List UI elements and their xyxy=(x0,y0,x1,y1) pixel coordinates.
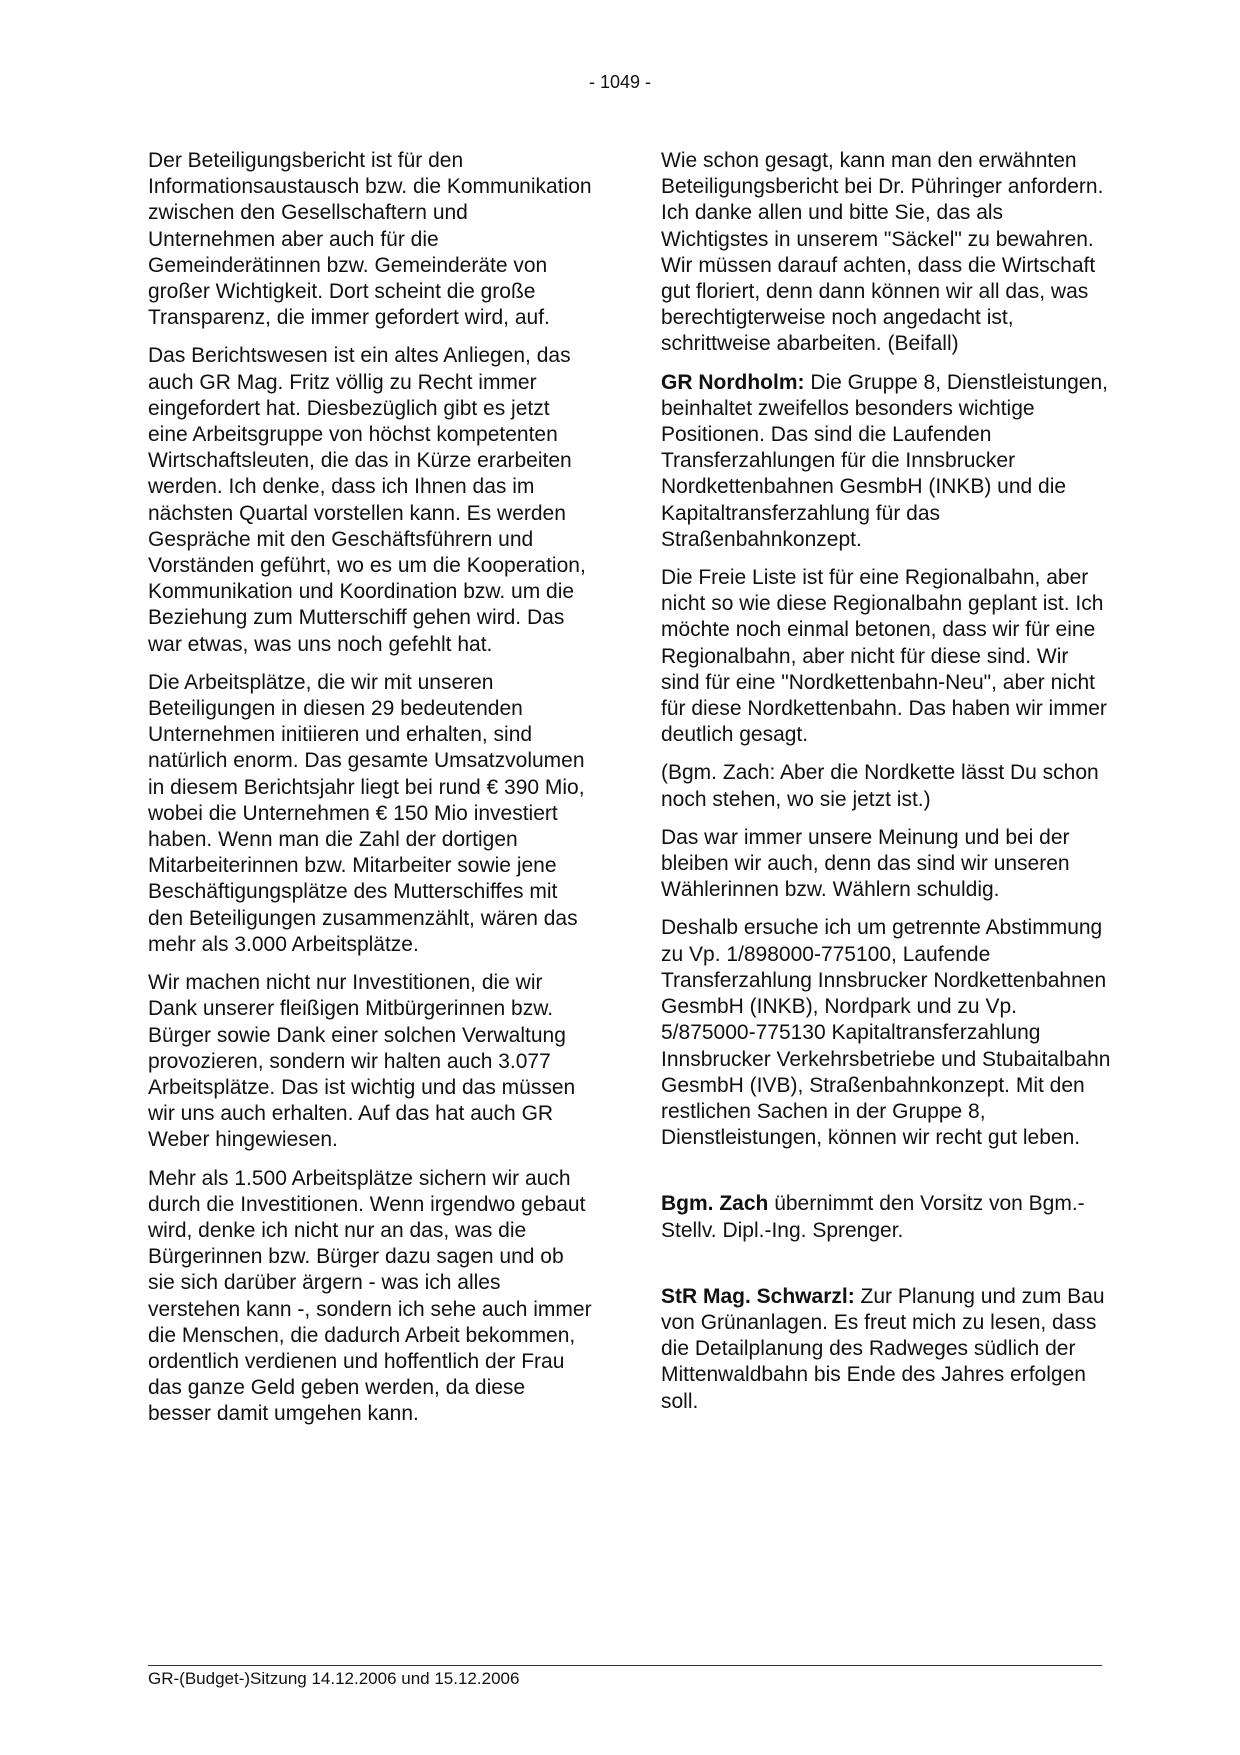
paragraph: Der Beteiligungsbericht ist für den Informationsaustausch bzw. die Kommunikation zwischen den Gesellschaftern und Unternehmen aber auch für die Gemeinderätinnen bzw. Gemeinderäte von großer Wichtigkeit. Dort scheint die große Transparenz, die immer gefordert wird, auf. xyxy=(148,149,592,330)
paragraph: Das war immer unsere Meinung und bei der bleiben wir auch, denn das sind wir unseren Wählerinnen bzw. Wählern schuldig. xyxy=(661,825,1070,902)
paragraph: Mehr als 1.500 Arbeitsplätze sichern wir auch durch die Investitionen. Wenn irgendwo gebaut wird, denke ich nicht nur an das, was die Bürgerinnen bzw. Bürger dazu sagen und ob sie sich darüber ärgern - was ich alles verstehen kann -, sondern ich sehe auch immer die Menschen, die dadurch Arbeit bekommen, ordentlich verdienen und hoffentlich der Frau das ganze Geld geben werden, da diese besser damit umgehen kann. xyxy=(148,1166,592,1426)
note-text: übernimmt den Vorsitz von Bgm.-Stellv. Dipl.-Ing. Sprenger. xyxy=(661,1192,1085,1242)
footer: GR-(Budget-)Sitzung 14.12.2006 und 15.12.2006 xyxy=(148,1669,520,1688)
speech-schwarzl xyxy=(661,1284,1111,1415)
footer-divider xyxy=(148,1665,1102,1666)
paragraph: Wie schon gesagt, kann man den erwähnten Beteiligungsbericht bei Dr. Pühringer anfordern. Ich danke allen und bitte Sie, das als Wichtigstes in unserem "Säckel" zu bewahren. Wir müssen darauf achten, dass die Wirtschaft gut floriert, denn dann können wir all das, was berechtigterweise noch angedacht ist, schrittweise abarbeiten. (Beifall) xyxy=(661,149,1104,356)
paragraph: Die Arbeitsplätze, die wir mit unseren Beteiligungen in diesen 29 bedeutenden Unternehmen initiieren und erhalten, sind natürlich enorm. Das gesamte Umsatzvolumen in diesem Berichtsjahr liegt bei rund € 390 Mio, wobei die Unternehmen € 150 Mio investiert haben. Wenn man die Zahl der dortigen Mitarbeiterinnen bzw. Mitarbeiter sowie jene Beschäftigungsplätze des Mutterschiffes mit den Beteiligungen zusammenzählt, wären das mehr als 3.000 Arbeitsplätze. xyxy=(148,670,585,956)
paragraph: Wir machen nicht nur Investitionen, die wir Dank unserer fleißigen Mitbürgerinnen bzw. Bürger sowie Dank einer solchen Verwaltung provozieren, sondern wir halten auch 3.077 Arbeitsplätze. Das ist wichtig und das müssen wir uns auch erhalten. Auf das hat auch GR Weber hingewiesen. xyxy=(148,971,576,1152)
paragraph: Deshalb ersuche ich um getrennte Abstimmung zu Vp. 1/898000-775100, Laufende Transferzahlung Innsbrucker Nordkettenbahnen GesmbH (INKB), Nordpark und zu Vp. 5/875000-775130 Kapitaltransferzahlung Innsbrucker Verkehrsbetriebe und Stubaitalbahn GesmbH (IVB), Straßenbahnkonzept. Mit den restlichen Sachen in der Gruppe 8, Dienstleistungen, können wir recht gut leben. xyxy=(661,916,1111,1150)
page-number: - 1049 - xyxy=(588,72,652,92)
interjection: (Bgm. Zach: Aber die Nordkette lässt Du schon noch stehen, wo sie jetzt ist.) xyxy=(661,761,1099,811)
right-column xyxy=(661,148,1111,1427)
chair-change-note xyxy=(661,1191,1111,1243)
left-column xyxy=(148,148,593,1440)
paragraph: Die Freie Liste ist für eine Regionalbahn, aber nicht so wie diese Regionalbahn geplant ist. Ich möchte noch einmal betonen, dass wir für eine Regionalbahn, aber nicht für diese sind. Wir sind für eine "Nordkettenbahn-Neu", aber nicht für diese Nordkettenbahn. Das haben wir immer deutlich gesagt. xyxy=(661,566,1107,747)
speech-nordholm xyxy=(661,370,1111,553)
speech-text: Zur Planung und zum Bau von Grünanlagen. Es freut mich zu lesen, dass die Detailplanung des Radweges südlich der Mittenwaldbahn bis Ende des Jahres erfolgen soll. xyxy=(661,1284,1105,1413)
speaker-name: StR Mag. Schwarzl: xyxy=(661,1284,855,1308)
speech-text: Die Gruppe 8, Dienstleistungen, beinhaltet zweifellos besonders wichtige Positionen. Das sind die Laufenden Transferzahlungen für die Innsbrucker Nordkettenbahnen GesmbH (INKB) und die Kapitaltransferzahlung für das Straßenbahnkonzept. xyxy=(661,370,1108,551)
speaker-name: GR Nordholm: xyxy=(661,370,805,394)
speaker-name: Bgm. Zach xyxy=(661,1192,769,1216)
paragraph: Das Berichtswesen ist ein altes Anliegen, das auch GR Mag. Fritz völlig zu Recht immer eingefordert hat. Diesbezüglich gibt es jetzt eine Arbeitsgruppe von höchst kompetenten Wirtschaftsleuten, die das in Kürze erarbeiten werden. Ich denke, dass ich Ihnen das im nächsten Quartal vorstellen kann. Es werden Gespräche mit den Geschäftsführern und Vorständen geführt, wo es um die Kooperation, Kommunikation und Koordination bzw. um die Beziehung zum Mutterschiff gehen wird. Das war etwas, was uns noch gefehlt hat. xyxy=(148,344,586,656)
